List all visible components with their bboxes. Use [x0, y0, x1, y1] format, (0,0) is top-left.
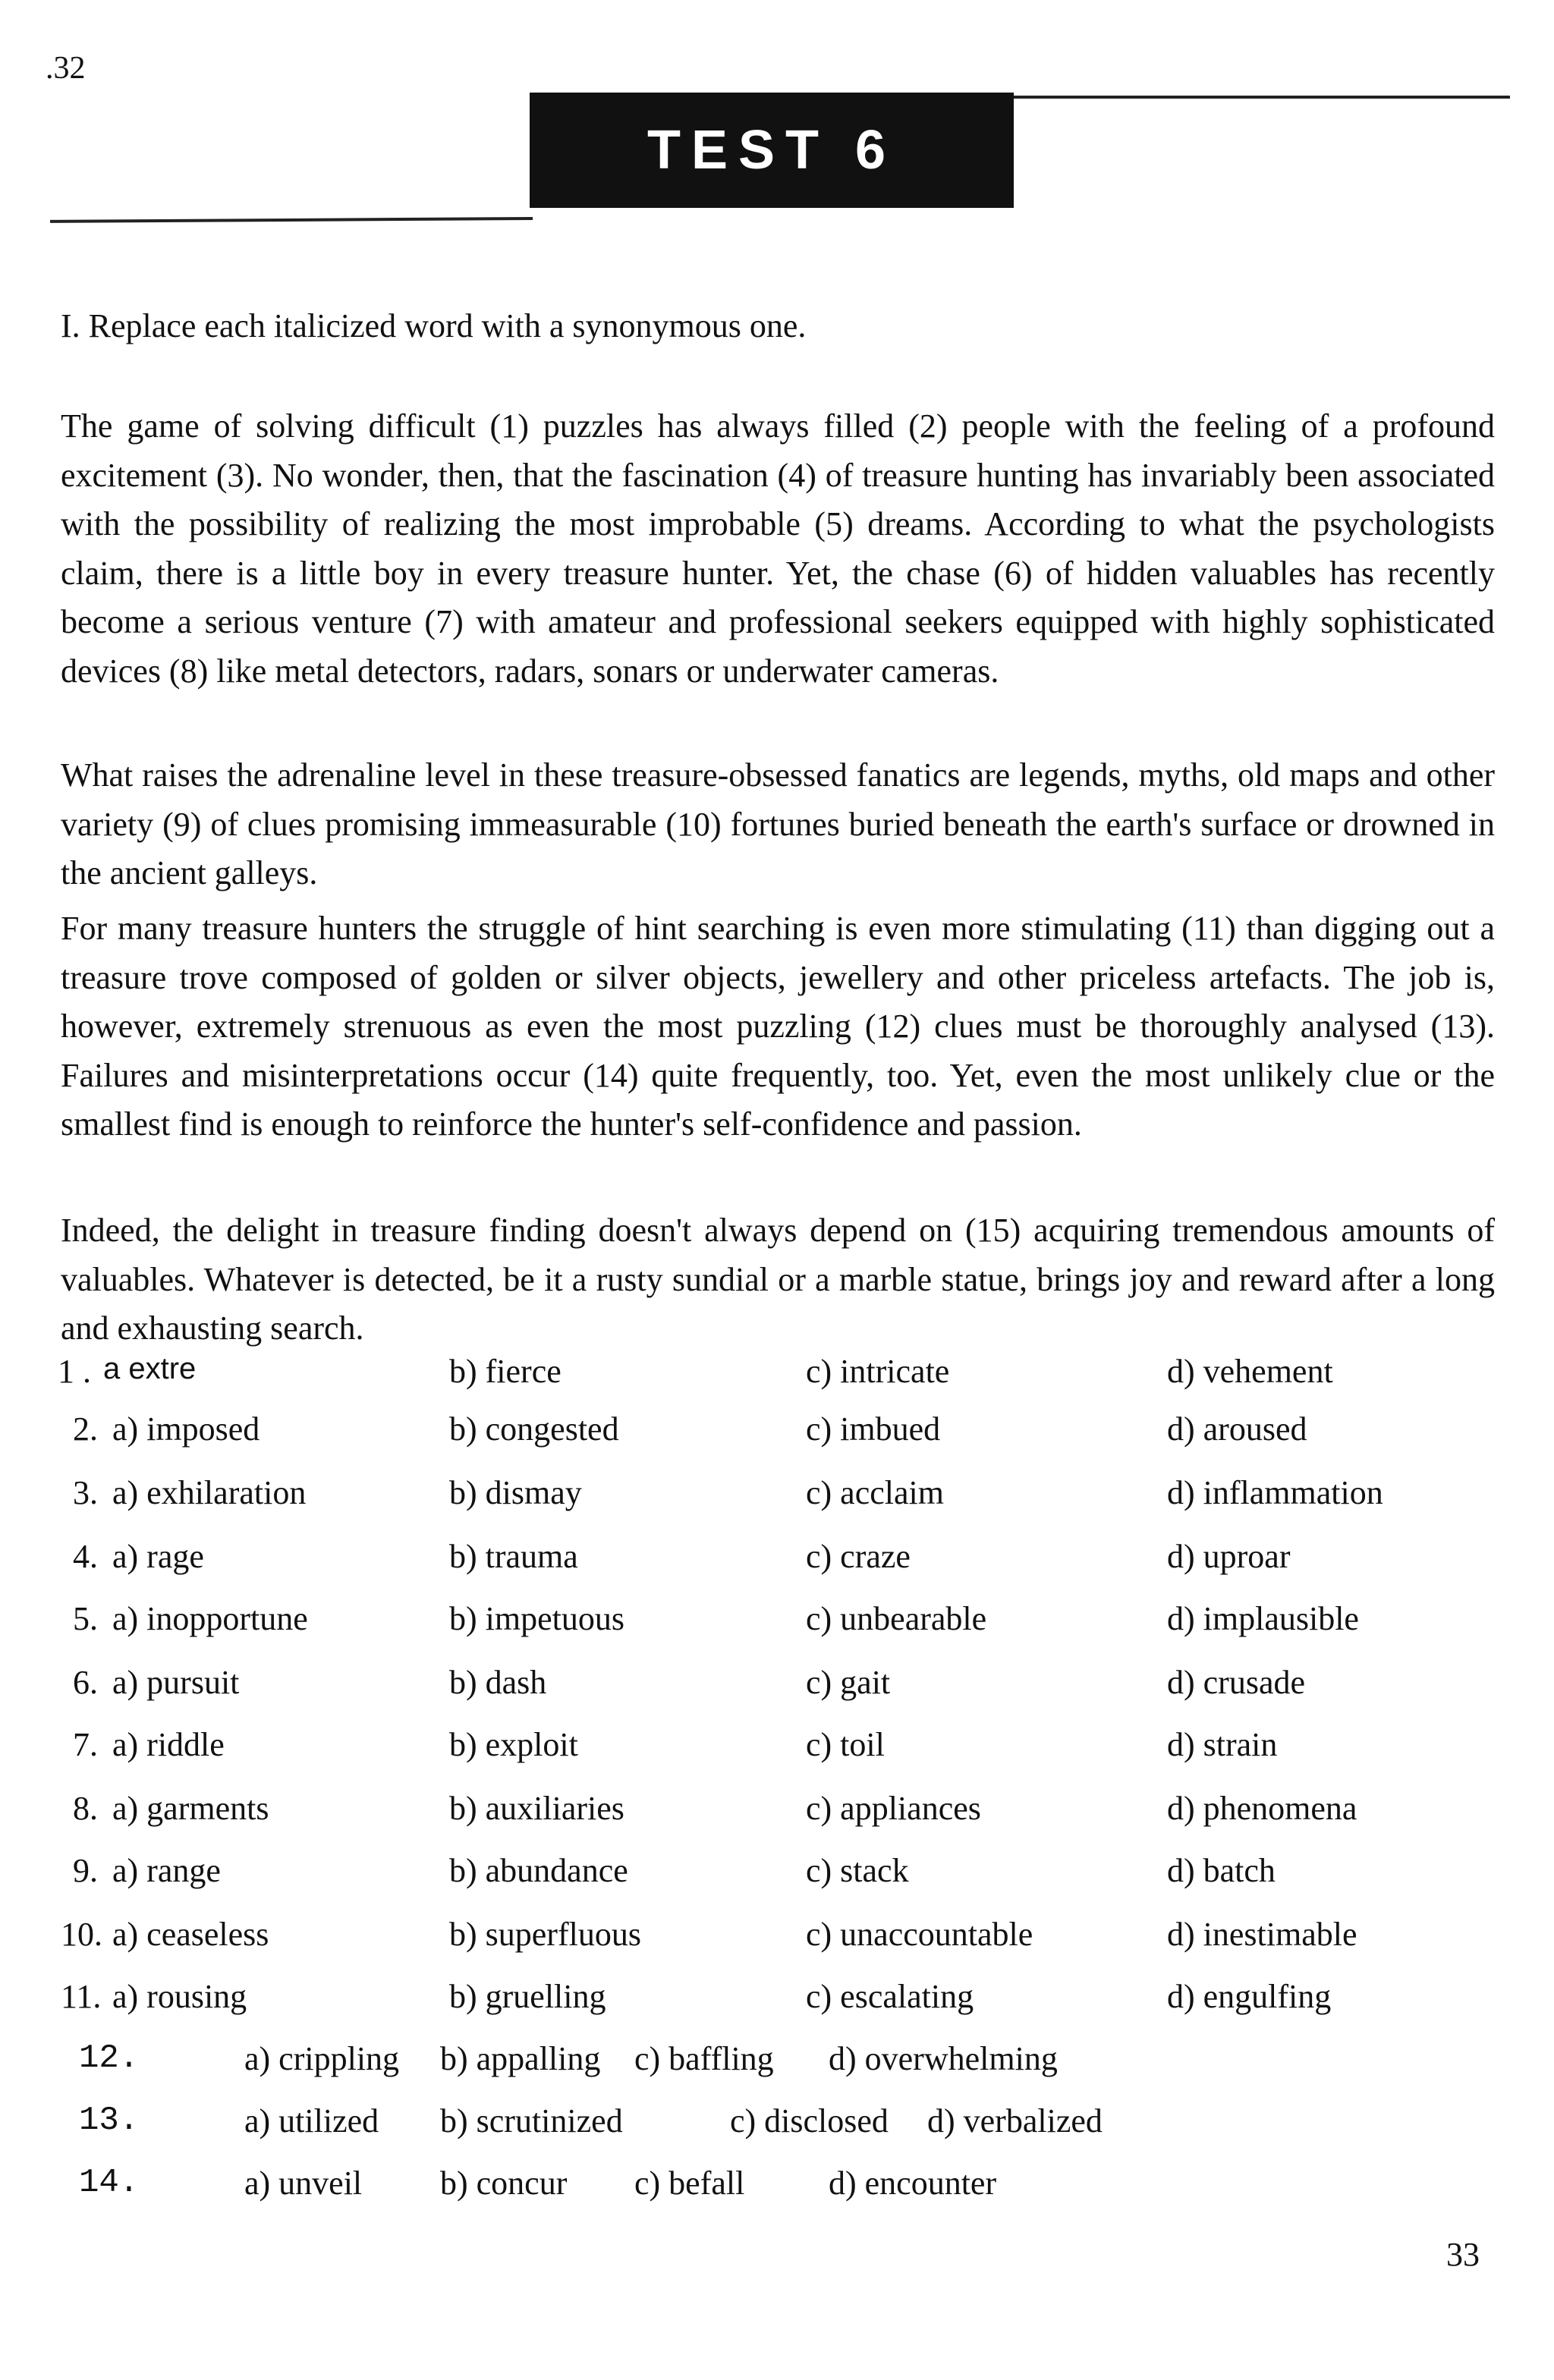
option-number: 6. [73, 1664, 98, 1701]
option-a: a) ceaseless [112, 1916, 269, 1953]
option-b: b) concur [440, 2165, 568, 2202]
option-number: 12. [79, 2039, 140, 2077]
option-c: c) unbearable [806, 1600, 987, 1637]
option-c: c) intricate [806, 1353, 950, 1390]
option-a: a) exhilaration [112, 1474, 307, 1511]
option-b: b) impetuous [449, 1600, 624, 1637]
option-number: 1 . [58, 1353, 91, 1390]
option-d: d) implausible [1167, 1600, 1359, 1637]
option-row-14 [0, 2164, 1554, 2209]
option-row-9 [0, 1851, 1554, 1897]
option-d: d) strain [1167, 1726, 1278, 1763]
option-c: c) baffling [634, 2040, 774, 2077]
option-b: b) trauma [449, 1538, 578, 1575]
option-d: d) aroused [1167, 1410, 1307, 1448]
header-rule-left [50, 217, 533, 223]
option-row-10 [0, 1915, 1554, 1960]
option-row-2 [0, 1410, 1554, 1455]
test-title: TEST 6 [646, 120, 897, 181]
option-d: d) uproar [1167, 1538, 1291, 1575]
option-row-4 [0, 1537, 1554, 1583]
option-d: d) engulfing [1167, 1978, 1332, 2015]
option-b: b) abundance [449, 1852, 628, 1889]
option-a: a) imposed [112, 1410, 260, 1448]
option-row-12 [0, 2039, 1554, 2085]
option-number: 4. [73, 1538, 98, 1575]
option-row-3 [0, 1473, 1554, 1519]
option-c: c) disclosed [730, 2102, 889, 2139]
option-number: 5. [73, 1600, 98, 1637]
option-b: b) dismay [449, 1474, 582, 1511]
option-d: d) batch [1167, 1852, 1276, 1889]
option-c: c) appliances [806, 1790, 981, 1827]
option-number: 2. [73, 1410, 98, 1448]
option-b: b) fierce [449, 1353, 562, 1390]
instruction-heading: I. Replace each italicized word with a synonymous one. [61, 307, 807, 344]
option-b: b) congested [449, 1410, 619, 1448]
option-a: a extre [103, 1352, 197, 1385]
option-d: d) inflammation [1167, 1474, 1383, 1511]
option-a: a) rage [112, 1538, 204, 1575]
option-a: a) rousing [112, 1978, 247, 2015]
option-number: 3. [73, 1474, 98, 1511]
option-d: d) verbalized [927, 2102, 1103, 2139]
option-number: 11. [61, 1978, 102, 2015]
option-a: a) range [112, 1852, 221, 1889]
option-row-1 [0, 1352, 1554, 1398]
passage-paragraph-1: The game of solving difficult (1) puzzles has always filled (2) people with the feeling of a profound excitement (3). No wonder, then, that the fascination (4) of treasure hunting has invariably been associated with the possibility of realizing the most improbable (5) dreams. According to what the psychologists claim, there is a little boy in every treasure hunter. Yet, the chase (6) of hidden valuables has recently become a serious venture (7) with amateur and professional seekers equipped with highly sophisticated devices (8) like metal detectors, radars, sonars or underwater cameras. [61, 407, 1495, 690]
option-c: c) gait [806, 1664, 891, 1701]
option-c: c) imbued [806, 1410, 941, 1448]
option-a: a) riddle [112, 1726, 225, 1763]
option-a: a) crippling [244, 2040, 400, 2077]
option-row-8 [0, 1789, 1554, 1835]
option-row-7 [0, 1725, 1554, 1771]
option-row-11 [0, 1977, 1554, 2023]
option-c: c) befall [634, 2165, 745, 2202]
passage-paragraph-3: For many treasure hunters the struggle of hint searching is even more stimulating (11) than digging out a treasure trove composed of golden or silver objects, jewellery and other priceless artefacts. The job is, however, extremely strenuous as even the most puzzling (12) clues must be thoroughly analysed (13). Failures and misinterpretations occur (14) quite frequently, too. Yet, even the most unlikely clue or the smallest find is enough to reinforce the hunter's self-confidence and passion. [61, 910, 1495, 1143]
option-row-13 [0, 2102, 1554, 2147]
page-prefix-number: .32 [46, 51, 86, 86]
option-a: a) pursuit [112, 1664, 240, 1701]
option-b: b) appalling [440, 2040, 601, 2077]
option-b: b) dash [449, 1664, 547, 1701]
option-d: d) inestimable [1167, 1916, 1357, 1953]
option-a: a) garments [112, 1790, 269, 1827]
passage-paragraph-2: What raises the adrenaline level in these treasure-obsessed fanatics are legends, myths, old maps and other variety (9) of clues promising immeasurable (10) fortunes buried beneath the earth's surface or drowned in the ancient galleys. [61, 756, 1495, 891]
option-d: d) phenomena [1167, 1790, 1357, 1827]
option-number: 13. [79, 2102, 140, 2139]
option-c: c) stack [806, 1852, 909, 1889]
option-row-6 [0, 1663, 1554, 1709]
option-c: c) toil [806, 1726, 885, 1763]
option-a: a) inopportune [112, 1600, 308, 1637]
option-number: 9. [73, 1852, 98, 1889]
option-a: a) unveil [244, 2165, 363, 2202]
option-c: c) unaccountable [806, 1916, 1033, 1953]
option-c: c) escalating [806, 1978, 974, 2015]
option-d: d) vehement [1167, 1353, 1333, 1390]
option-b: b) auxiliaries [449, 1790, 624, 1827]
option-c: c) acclaim [806, 1474, 944, 1511]
option-d: d) encounter [829, 2165, 997, 2202]
option-row-5 [0, 1599, 1554, 1645]
option-d: d) crusade [1167, 1664, 1306, 1701]
test-title-banner [530, 93, 1014, 208]
option-number: 8. [73, 1790, 98, 1827]
option-number: 14. [79, 2164, 140, 2202]
header-rule-right [1014, 96, 1510, 99]
passage-paragraph-4: Indeed, the delight in treasure finding doesn't always depend on (15) acquiring tremendous amounts of valuables. Whatever is detected, be it a rusty sundial or a marble statue, brings joy and reward after a long and exhausting search. [61, 1212, 1495, 1347]
option-b: b) gruelling [449, 1978, 606, 2015]
option-b: b) exploit [449, 1726, 578, 1763]
option-b: b) scrutinized [440, 2102, 623, 2139]
option-a: a) utilized [244, 2102, 379, 2139]
option-d: d) overwhelming [829, 2040, 1058, 2077]
option-c: c) craze [806, 1538, 911, 1575]
option-b: b) superfluous [449, 1916, 641, 1953]
page-number: 33 [1446, 2236, 1480, 2273]
option-number: 7. [73, 1726, 98, 1763]
option-number: 10. [61, 1916, 102, 1953]
